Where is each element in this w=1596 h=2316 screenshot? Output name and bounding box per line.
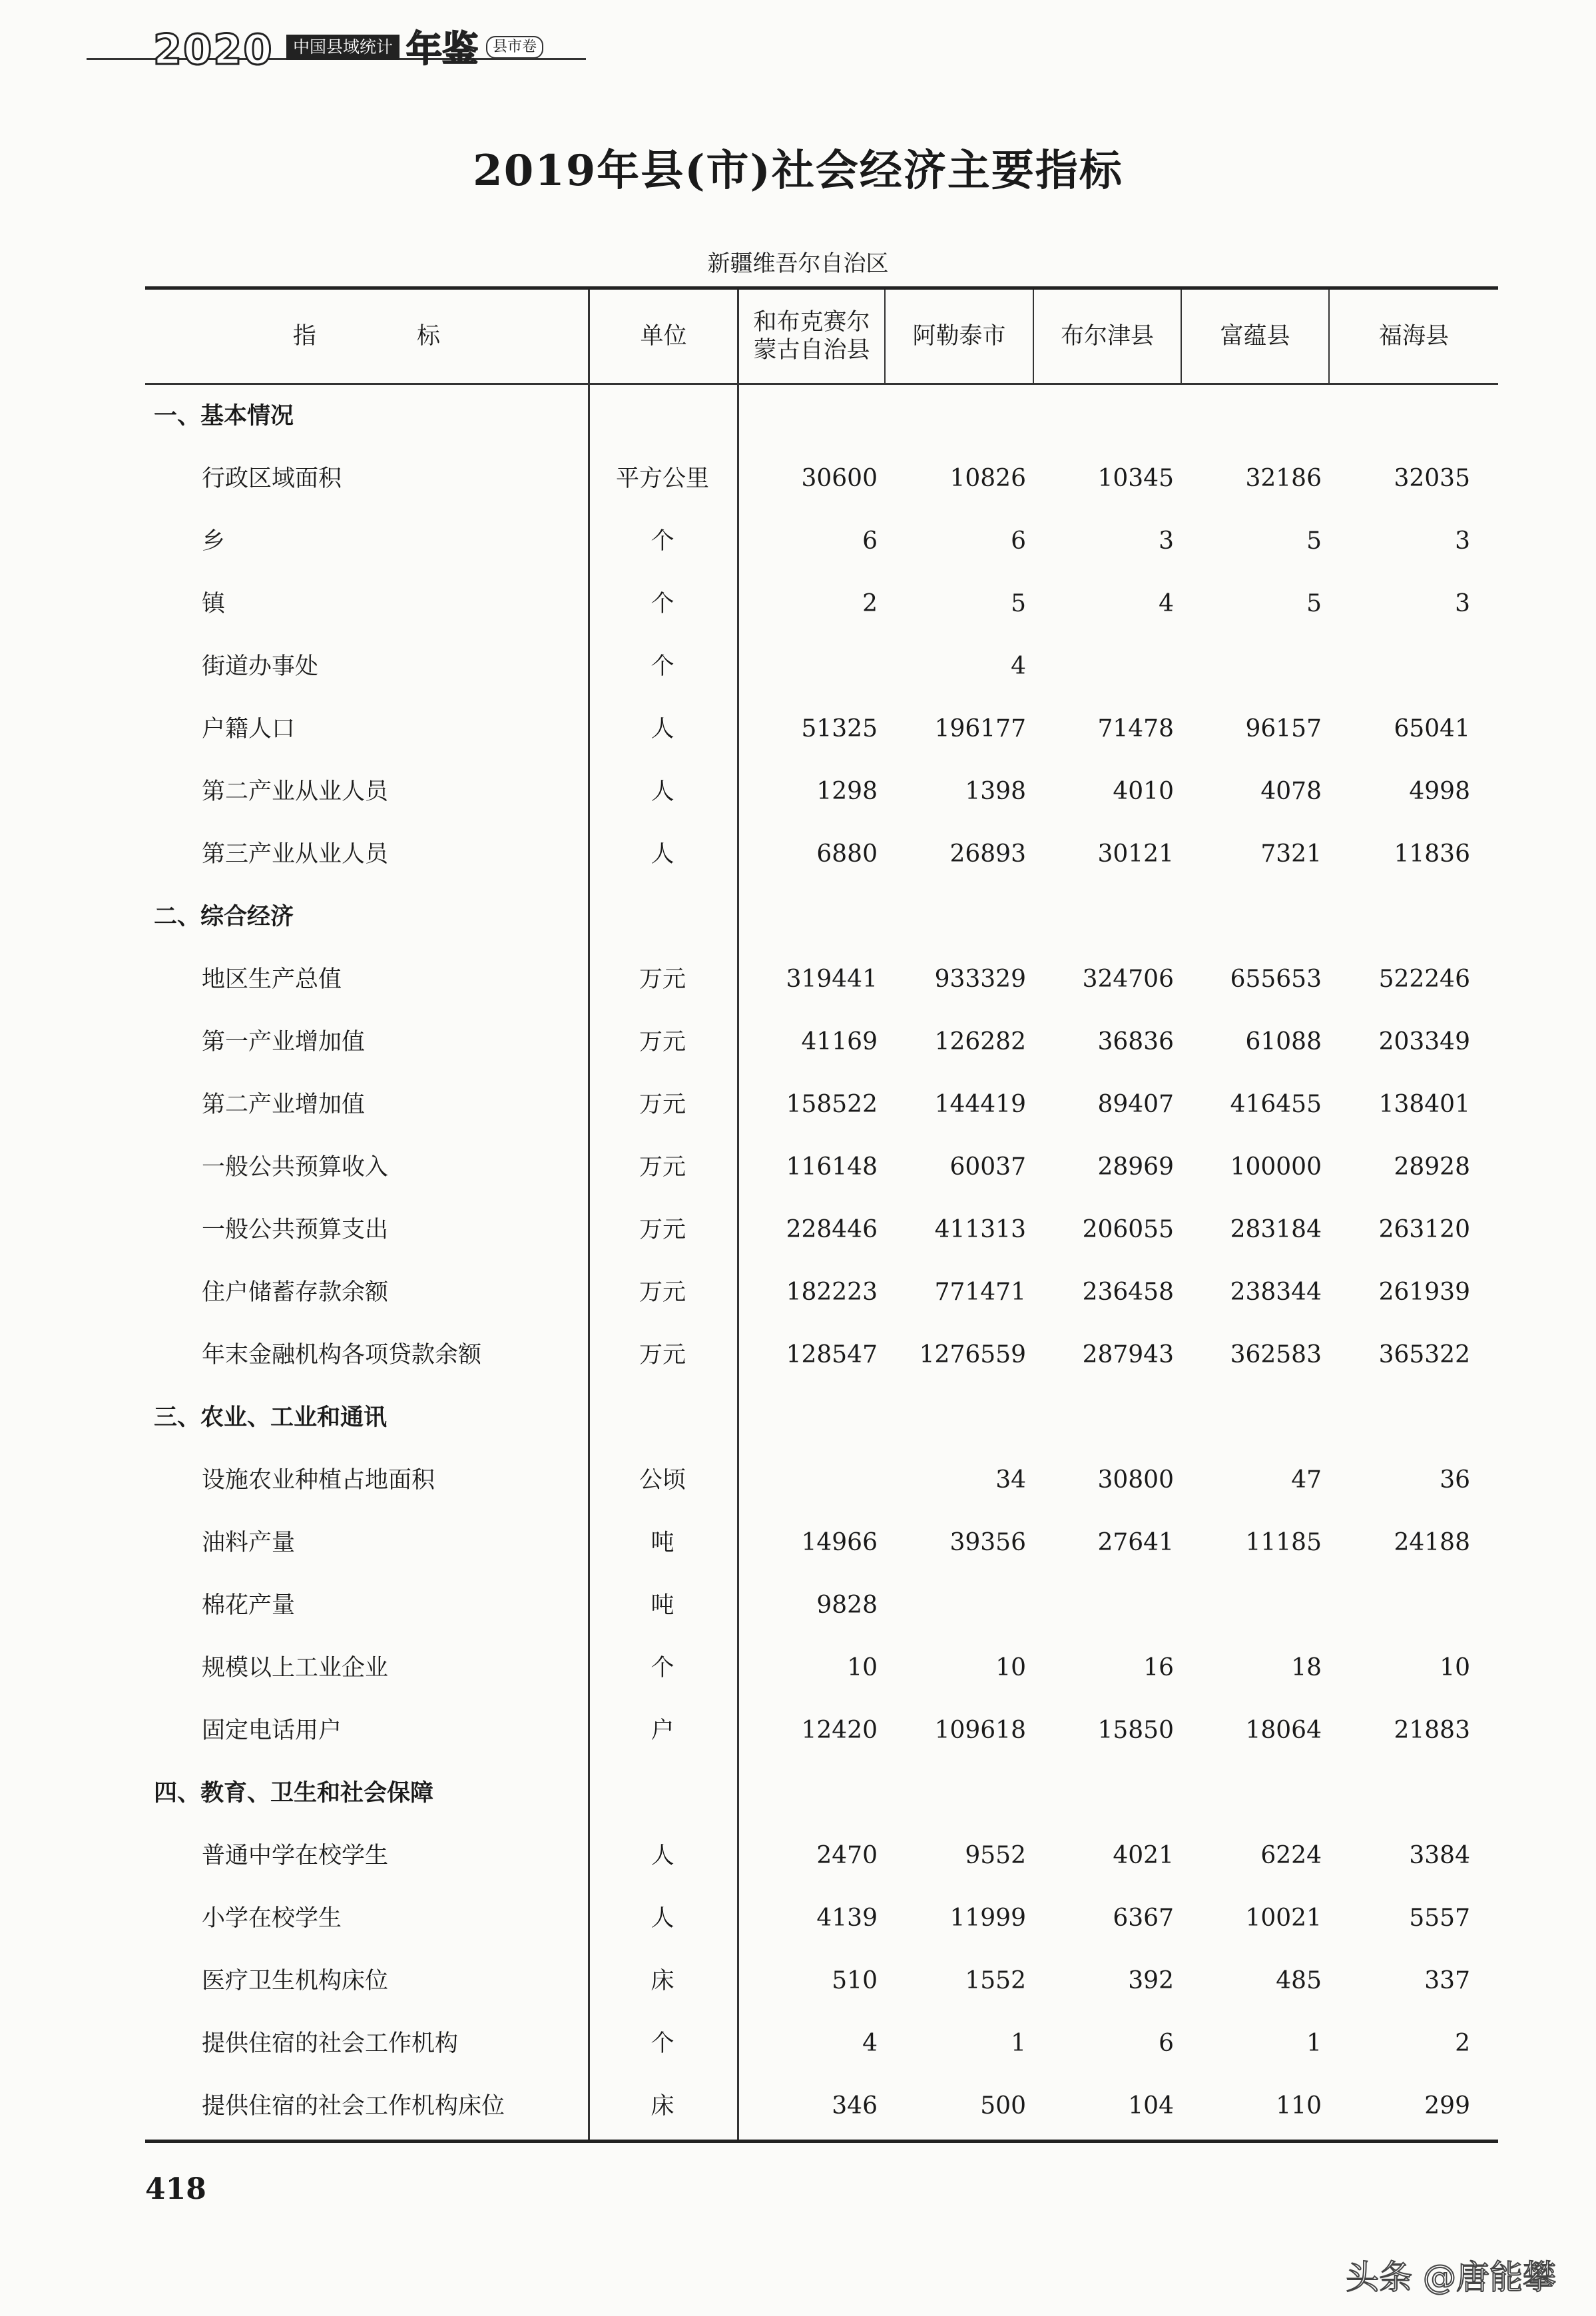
column-header-county: 阿勒泰市	[912, 323, 1006, 350]
value-cell: 182223	[786, 1279, 878, 1306]
unit-cell: 万元	[639, 1091, 686, 1118]
value-cell: 416455	[1230, 1091, 1322, 1118]
value-cell: 16	[1143, 1654, 1174, 1681]
table-row	[145, 823, 1498, 886]
value-cell: 11999	[949, 1904, 1026, 1932]
column-header-indicator: 指 标	[292, 323, 487, 350]
value-cell: 655653	[1230, 966, 1322, 993]
section-row	[145, 1386, 1498, 1449]
unit-cell: 个	[651, 1655, 674, 1681]
column-header-county: 富蕴县	[1220, 323, 1290, 350]
value-cell: 287943	[1082, 1341, 1174, 1368]
table-row	[145, 1825, 1498, 1887]
value-cell: 365322	[1378, 1341, 1470, 1368]
section-heading: 一、基本情况	[154, 403, 294, 430]
value-cell: 4	[1011, 653, 1026, 680]
table-row	[145, 1449, 1498, 1512]
value-cell: 15850	[1097, 1717, 1174, 1744]
value-cell: 36	[1440, 1466, 1470, 1494]
value-cell: 3	[1159, 527, 1174, 555]
table-row	[145, 698, 1498, 760]
value-cell: 128547	[786, 1341, 878, 1368]
value-cell: 6224	[1260, 1842, 1322, 1869]
value-cell: 337	[1424, 1967, 1470, 1994]
value-cell	[744, 1449, 878, 1512]
indicator-label: 提供住宿的社会工作机构	[202, 2030, 459, 2057]
value-cell: 510	[832, 1967, 878, 1994]
column-header-county: 布尔津县	[1060, 323, 1154, 350]
value-cell: 138401	[1378, 1091, 1470, 1118]
value-cell: 485	[1276, 1967, 1322, 1994]
value-cell: 324706	[1082, 966, 1174, 993]
unit-cell: 人	[651, 716, 674, 742]
value-cell: 4	[1159, 590, 1174, 617]
value-cell	[1041, 635, 1174, 698]
unit-cell: 吨	[651, 1530, 674, 1556]
value-cell: 6	[1011, 527, 1026, 555]
unit-cell: 床	[651, 2093, 674, 2120]
value-cell: 5	[1306, 527, 1322, 555]
column-header-unit: 单位	[640, 323, 687, 350]
indicator-label: 第一产业增加值	[202, 1029, 366, 1055]
value-cell: 2	[862, 590, 878, 617]
value-cell: 39356	[949, 1529, 1026, 1556]
section-row	[145, 385, 1498, 447]
indicator-label: 第三产业从业人员	[202, 841, 389, 868]
indicator-label: 棉花产量	[202, 1592, 296, 1619]
value-cell: 771471	[934, 1279, 1026, 1306]
indicator-label: 设施农业种植占地面积	[202, 1467, 435, 1494]
value-cell: 96157	[1245, 715, 1322, 742]
section-heading: 三、农业、工业和通讯	[154, 1404, 388, 1431]
value-cell: 65041	[1394, 715, 1470, 742]
value-cell: 11836	[1394, 840, 1470, 868]
value-cell: 30121	[1097, 840, 1174, 868]
indicator-label: 一般公共预算收入	[202, 1154, 389, 1181]
value-cell: 14966	[801, 1529, 878, 1556]
table-row	[145, 948, 1498, 1011]
value-cell: 1	[1306, 2030, 1322, 2057]
value-cell: 28969	[1097, 1153, 1174, 1181]
unit-cell: 个	[651, 591, 674, 617]
value-cell: 100000	[1230, 1153, 1322, 1181]
indicator-label: 油料产量	[202, 1530, 296, 1556]
value-cell: 362583	[1230, 1341, 1322, 1368]
indicator-label: 医疗卫生机构床位	[202, 1968, 389, 1994]
value-cell: 4078	[1260, 778, 1322, 805]
table-row	[145, 1574, 1498, 1637]
value-cell: 41169	[801, 1028, 878, 1055]
indicator-label: 第二产业增加值	[202, 1091, 366, 1118]
value-cell: 27641	[1097, 1529, 1174, 1556]
value-cell: 36836	[1097, 1028, 1174, 1055]
value-cell: 51325	[801, 715, 878, 742]
table-row	[145, 1199, 1498, 1261]
unit-cell: 人	[651, 1905, 674, 1932]
table-row	[145, 1073, 1498, 1136]
table-row	[145, 573, 1498, 635]
table-row	[145, 1011, 1498, 1073]
value-cell: 1298	[816, 778, 878, 805]
value-cell: 5	[1306, 590, 1322, 617]
table-row	[145, 2075, 1498, 2138]
unit-cell: 吨	[651, 1592, 674, 1619]
value-cell: 3	[1455, 527, 1470, 555]
value-cell: 24188	[1394, 1529, 1470, 1556]
value-cell: 30800	[1097, 1466, 1174, 1494]
unit-cell: 万元	[639, 1217, 686, 1243]
value-cell: 1276559	[919, 1341, 1026, 1368]
value-cell: 61088	[1245, 1028, 1322, 1055]
value-cell: 21883	[1394, 1717, 1470, 1744]
section-heading: 二、综合经济	[154, 904, 294, 930]
value-cell: 60037	[949, 1153, 1026, 1181]
table-row	[145, 2012, 1498, 2075]
table-row	[145, 1261, 1498, 1324]
value-cell	[1041, 1574, 1174, 1637]
value-cell: 5557	[1409, 1904, 1470, 1932]
value-cell: 4	[862, 2030, 878, 2057]
unit-cell: 万元	[639, 1154, 686, 1181]
value-cell: 116148	[786, 1153, 878, 1181]
indicator-label: 街道办事处	[202, 653, 319, 680]
table-row	[145, 1324, 1498, 1386]
value-cell: 10826	[949, 465, 1026, 492]
value-cell: 144419	[934, 1091, 1026, 1118]
value-cell: 6	[862, 527, 878, 555]
unit-cell: 公顷	[639, 1467, 686, 1494]
value-cell: 126282	[934, 1028, 1026, 1055]
value-cell: 2	[1455, 2030, 1470, 2057]
section-heading: 四、教育、卫生和社会保障	[154, 1780, 434, 1807]
indicator-label: 住户储蓄存款余额	[202, 1279, 389, 1306]
value-cell: 206055	[1082, 1216, 1174, 1243]
header-series: 中国县域统计	[286, 35, 399, 60]
unit-cell: 户	[651, 1717, 674, 1744]
indicator-label: 普通中学在校学生	[202, 1843, 389, 1869]
value-cell: 10	[847, 1654, 878, 1681]
value-cell: 6367	[1113, 1904, 1174, 1932]
indicator-label: 一般公共预算支出	[202, 1217, 389, 1243]
value-cell: 4010	[1113, 778, 1174, 805]
value-cell: 18	[1291, 1654, 1322, 1681]
value-cell: 9828	[816, 1592, 878, 1619]
value-cell: 30600	[801, 465, 878, 492]
section-row	[145, 1762, 1498, 1825]
value-cell: 6	[1159, 2030, 1174, 2057]
indicator-label: 户籍人口	[202, 716, 296, 742]
value-cell	[1189, 635, 1322, 698]
value-cell: 236458	[1082, 1279, 1174, 1306]
value-cell: 392	[1128, 1967, 1174, 1994]
value-cell: 110	[1276, 2092, 1322, 2120]
value-cell: 933329	[934, 966, 1026, 993]
header-yearbook: 年鉴	[406, 27, 478, 70]
value-cell: 47	[1291, 1466, 1322, 1494]
indicator-label: 规模以上工业企业	[202, 1655, 389, 1681]
value-cell: 71478	[1097, 715, 1174, 742]
value-cell: 26893	[949, 840, 1026, 868]
table-row	[145, 1512, 1498, 1574]
indicator-label: 地区生产总值	[202, 966, 342, 993]
value-cell: 1	[1011, 2030, 1026, 2057]
unit-cell: 人	[651, 1843, 674, 1869]
value-cell: 32186	[1245, 465, 1322, 492]
unit-cell: 个	[651, 2030, 674, 2057]
value-cell: 2470	[816, 1842, 878, 1869]
table-row	[145, 1136, 1498, 1199]
unit-cell: 人	[651, 841, 674, 868]
table-row	[145, 760, 1498, 823]
value-cell: 238344	[1230, 1279, 1322, 1306]
value-cell: 3384	[1409, 1842, 1470, 1869]
region-subtitle: 新疆维吾尔自治区	[707, 250, 889, 277]
value-cell: 299	[1424, 2092, 1470, 2120]
indicator-table	[145, 286, 1498, 2143]
value-cell: 6880	[816, 840, 878, 868]
unit-cell: 平方公里	[615, 465, 709, 492]
value-cell: 263120	[1378, 1216, 1470, 1243]
unit-cell: 万元	[639, 1279, 686, 1306]
value-cell: 28928	[1394, 1153, 1470, 1181]
value-cell: 228446	[786, 1216, 878, 1243]
unit-cell: 万元	[639, 966, 686, 993]
page-title: 2019年县(市)社会经济主要指标	[473, 146, 1123, 196]
table-row	[145, 510, 1498, 573]
value-cell: 89407	[1097, 1091, 1174, 1118]
value-cell: 34	[995, 1466, 1026, 1494]
value-cell: 411313	[934, 1216, 1026, 1243]
value-cell: 32035	[1394, 465, 1470, 492]
value-cell: 283184	[1230, 1216, 1322, 1243]
value-cell: 10021	[1245, 1904, 1322, 1932]
running-header	[87, 27, 586, 73]
value-cell	[893, 1574, 1026, 1637]
indicator-label: 镇	[202, 591, 226, 617]
value-cell: 158522	[786, 1091, 878, 1118]
value-cell: 203349	[1378, 1028, 1470, 1055]
table-row	[145, 635, 1498, 698]
section-row	[145, 886, 1498, 948]
value-cell: 261939	[1378, 1279, 1470, 1306]
value-cell: 10	[1440, 1654, 1470, 1681]
value-cell: 346	[832, 2092, 878, 2120]
unit-cell: 万元	[639, 1029, 686, 1055]
value-cell: 7321	[1260, 840, 1322, 868]
value-cell: 109618	[934, 1717, 1026, 1744]
value-cell	[1337, 635, 1470, 698]
value-cell: 500	[980, 2092, 1026, 2120]
table-row	[145, 1699, 1498, 1762]
value-cell: 5	[1011, 590, 1026, 617]
value-cell: 522246	[1378, 966, 1470, 993]
indicator-label: 提供住宿的社会工作机构床位	[202, 2093, 505, 2120]
value-cell	[744, 635, 878, 698]
page-number: 418	[145, 2172, 206, 2206]
value-cell: 10345	[1097, 465, 1174, 492]
column-header-county: 和布克赛尔蒙古自治县	[753, 309, 870, 364]
indicator-label: 行政区域面积	[202, 465, 342, 492]
value-cell: 104	[1128, 2092, 1174, 2120]
value-cell: 196177	[934, 715, 1026, 742]
indicator-label: 年末金融机构各项贷款余额	[202, 1342, 482, 1368]
header-volume: 县市卷	[486, 36, 543, 59]
table-row	[145, 1887, 1498, 1950]
unit-cell: 床	[651, 1968, 674, 1994]
value-cell: 3	[1455, 590, 1470, 617]
table-row	[145, 447, 1498, 510]
value-cell: 11185	[1245, 1529, 1322, 1556]
value-cell	[1189, 1574, 1322, 1637]
value-cell: 4139	[816, 1904, 878, 1932]
value-cell: 18064	[1245, 1717, 1322, 1744]
value-cell	[1337, 1574, 1470, 1637]
unit-cell: 万元	[639, 1342, 686, 1368]
indicator-label: 乡	[202, 528, 226, 555]
indicator-label: 小学在校学生	[202, 1905, 342, 1932]
table-row	[145, 1950, 1498, 2012]
value-cell: 1552	[965, 1967, 1026, 1994]
unit-cell: 个	[651, 528, 674, 555]
value-cell: 10	[995, 1654, 1026, 1681]
header-year: 2020	[153, 25, 274, 74]
watermark: 头条 @唐能攀	[1346, 2258, 1556, 2297]
indicator-label: 第二产业从业人员	[202, 778, 389, 805]
value-cell: 4021	[1113, 1842, 1174, 1869]
value-cell: 319441	[786, 966, 878, 993]
unit-cell: 人	[651, 778, 674, 805]
unit-cell: 个	[651, 653, 674, 680]
table-row	[145, 1637, 1498, 1699]
column-header-county: 福海县	[1378, 323, 1449, 350]
value-cell: 1398	[965, 778, 1026, 805]
value-cell: 9552	[965, 1842, 1026, 1869]
value-cell: 4998	[1409, 778, 1470, 805]
value-cell: 12420	[801, 1717, 878, 1744]
indicator-label: 固定电话用户	[202, 1717, 342, 1744]
